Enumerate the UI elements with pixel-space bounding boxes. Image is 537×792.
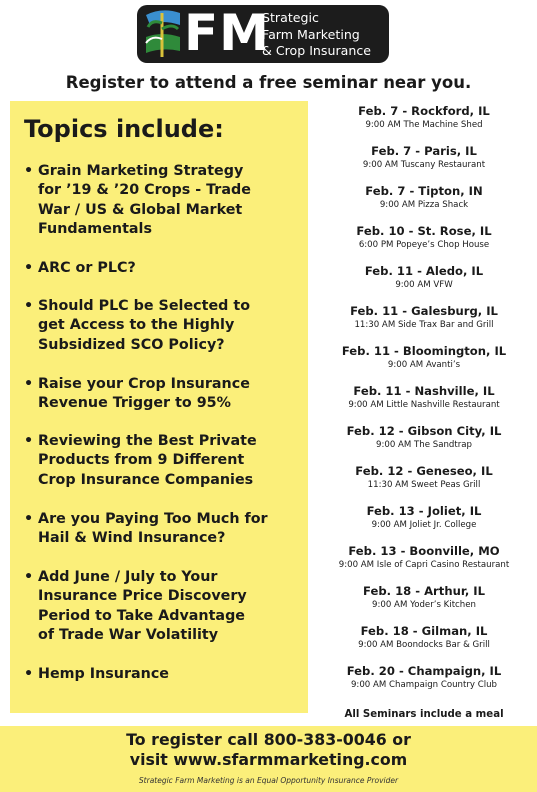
bullet-icon: • [24, 163, 34, 179]
bullet-icon: • [24, 433, 34, 449]
topic-item [24, 510, 304, 549]
seminar-venue: 9:00 AM The Sandtrap [375, 440, 473, 450]
seminar-date: Feb. 11 - Bloomington, IL [341, 344, 507, 358]
logo-text [262, 10, 388, 60]
seminar-date: Feb. 7 - Rockford, IL [358, 104, 490, 118]
bullet-icon: • [24, 298, 34, 314]
bullet-icon: • [24, 569, 34, 585]
equal-opportunity-note: Strategic Farm Marketing is an Equal Opportunity Insurance Provider [138, 776, 399, 785]
seminar-venue: 9:00 AM Champaign Country Club [350, 680, 498, 690]
topic-item [24, 568, 304, 646]
topic-item [24, 665, 304, 684]
seminar-venue: 9:00 AM Little Nashville Restaurant [348, 400, 500, 410]
seminar-entry [318, 104, 530, 131]
seminar-date: Feb. 7 - Tipton, IN [365, 184, 483, 198]
seminar-entry [318, 344, 530, 371]
seminar-date: Feb. 20 - Champaign, IL [346, 664, 502, 678]
seminar-date: Feb. 18 - Gilman, IL [360, 624, 488, 638]
seminar-venue: 9:00 AM Joliet Jr. College [371, 520, 477, 530]
seminar-date: Feb. 13 - Joliet, IL [366, 504, 482, 518]
logo-line: & Crop Insurance [262, 43, 372, 58]
topic-text: Grain Marketing Strategy for ’19 & ’20 Crops - Trade War / US & Global Market Fundamentals [38, 163, 251, 238]
seminar-date: Feb. 7 - Paris, IL [371, 144, 477, 158]
headline: Register to attend a free seminar near you. [65, 73, 472, 92]
seminar-date: Feb. 18 - Arthur, IL [363, 584, 485, 598]
topics-title: Topics include: [24, 115, 224, 143]
seminar-venue: 9:00 AM Isle of Capri Casino Restaurant [338, 560, 510, 570]
logo-line: Farm Marketing [262, 26, 360, 42]
topic-item [24, 162, 304, 240]
seminar-venue: 11:30 AM Side Trax Bar and Grill [354, 320, 494, 330]
seminar-entry [318, 424, 530, 451]
seminar-entry [318, 264, 530, 291]
seminar-date: Feb. 12 - Geneseo, IL [355, 464, 493, 478]
seminar-entry [318, 544, 530, 571]
seminar-date: Feb. 11 - Aledo, IL [364, 264, 484, 278]
topic-item [24, 375, 304, 414]
topic-text: Raise your Crop Insurance Revenue Trigger to 95% [38, 376, 250, 412]
seminar-venue: 9:00 AM The Machine Shed [365, 120, 483, 130]
seminar-entry [318, 384, 530, 411]
topic-text: Hemp Insurance [38, 666, 170, 682]
logo-line: Strategic [262, 10, 319, 25]
topic-text: Are you Paying Too Much for Hail & Wind Insurance? [38, 511, 268, 547]
seminar-venue: 9:00 AM VFW [395, 280, 453, 290]
seminar-venue: 9:00 AM Avanti’s [387, 360, 461, 370]
bullet-icon: • [24, 511, 34, 527]
seminar-date: Feb. 10 - St. Rose, IL [356, 224, 492, 238]
topic-text: Add June / July to Your Insurance Price Discovery Period to Take Advantage of Trade War Volatility [38, 569, 247, 644]
seminar-entry [318, 624, 530, 651]
seminar-date: Feb. 12 - Gibson City, IL [346, 424, 502, 438]
seminar-entry [318, 504, 530, 531]
seminar-entry [318, 584, 530, 611]
seminar-venue: 9:00 AM Tuscany Restaurant [362, 160, 486, 170]
seminar-venue: 9:00 AM Boondocks Bar & Grill [358, 640, 490, 650]
seminar-entry [318, 664, 530, 691]
seminar-entry [318, 464, 530, 491]
seminar-entry [318, 184, 530, 211]
seminar-venue: 9:00 AM Yoder’s Kitchen [372, 600, 476, 610]
seminar-entry [318, 304, 530, 331]
topic-text: ARC or PLC? [38, 260, 136, 276]
seminar-date: Feb. 11 - Galesburg, IL [350, 304, 498, 318]
logo-mark [140, 5, 270, 62]
seminar-venue: 11:30 AM Sweet Peas Grill [367, 480, 481, 490]
seminar-venue: 9:00 AM Pizza Shack [379, 200, 469, 210]
seminar-entry [318, 144, 530, 171]
register-banner [0, 726, 537, 792]
bullet-icon: • [24, 376, 34, 392]
seminar-date: Feb. 11 - Nashville, IL [353, 384, 495, 398]
topics-panel [10, 101, 308, 713]
topic-item [24, 259, 304, 278]
register-website: visit www.sfarmmarketing.com [129, 750, 408, 769]
topic-item [24, 297, 304, 355]
register-phone: To register call 800-383-0046 or [126, 730, 411, 749]
meal-note: All Seminars include a meal [344, 709, 504, 720]
logo-letters: FM [184, 5, 270, 62]
logo [137, 5, 389, 63]
seminar-date: Feb. 13 - Boonville, MO [348, 544, 500, 558]
seminar-entry [318, 224, 530, 251]
bullet-icon: • [24, 666, 34, 682]
seminar-venue: 6:00 PM Popeye’s Chop House [358, 240, 490, 250]
topic-item [24, 432, 304, 490]
bullet-icon: • [24, 260, 34, 276]
topic-text: Should PLC be Selected to get Access to the Highly Subsidized SCO Policy? [38, 298, 251, 353]
topic-text: Reviewing the Best Private Products from 9 Different Crop Insurance Companies [38, 433, 257, 488]
